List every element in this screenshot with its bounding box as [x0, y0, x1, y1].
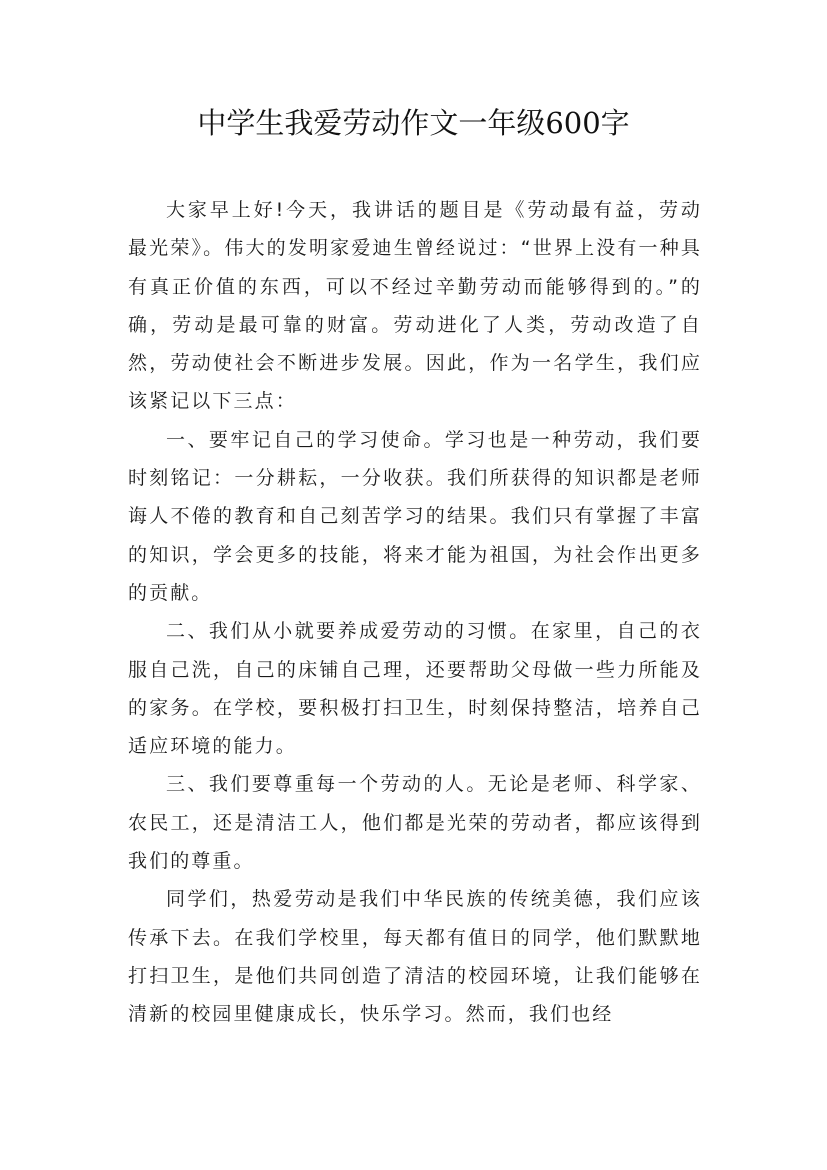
- paragraph-intro: 大家早上好!今天，我讲话的题目是《劳动最有益，劳动最光荣》。伟大的发明家爱迪生曾经说过：“世界上没有一种具有真正价值的东西，可以不经过辛勤劳动而能够得到的。”的确，劳动是最可靠的财富。劳动进化了人类，劳动改造了自然，劳动使社会不断进步发展。因此，作为一名学生，我们应该紧记以下三点：: [128, 199, 702, 413]
- paragraph-point-two: 二、我们从小就要养成爱劳动的习惯。在家里，自己的衣服自己洗，自己的床铺自己理，还要帮助父母做一些力所能及的家务。在学校，要积极打扫卫生，时刻保持整洁，培养自己适应环境的能力。: [128, 620, 702, 758]
- document-title: 中学生我爱劳动作文一年级600字: [197, 106, 630, 140]
- paragraph-point-one: 一、要牢记自己的学习使命。学习也是一种劳动，我们要时刻铭记：一分耕耘，一分收获。我们所获得的知识都是老师诲人不倦的教育和自己刻苦学习的结果。我们只有掌握了丰富的知识，学会更多的技能，将来才能为祖国，为社会作出更多的贡献。: [128, 428, 702, 604]
- paragraph-point-three: 三、我们要尊重每一个劳动的人。无论是老师、科学家、农民工，还是清洁工人，他们都是光荣的劳动者，都应该得到我们的尊重。: [128, 773, 702, 873]
- paragraph-conclusion: 同学们，热爱劳动是我们中华民族的传统美德，我们应该传承下去。在我们学校里，每天都有值日的同学，他们默默地打扫卫生，是他们共同创造了清洁的校园环境，让我们能够在清新的校园里健康成长，快乐学习。然而，我们也经: [128, 888, 702, 1026]
- document-body: [128, 191, 702, 1034]
